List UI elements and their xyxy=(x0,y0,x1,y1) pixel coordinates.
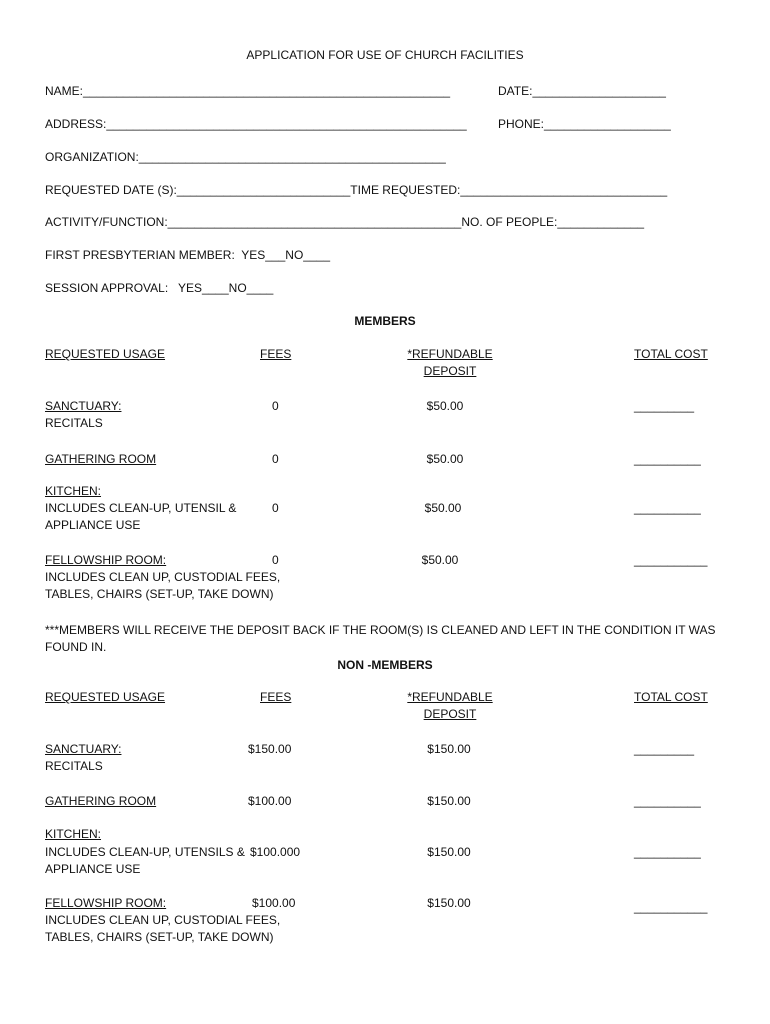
requested-date-time-field[interactable]: REQUESTED DATE (S):__________________________TIME REQUESTED:_______________________________ xyxy=(45,183,668,197)
nonmembers-row-kitchen-fee: $100.000 xyxy=(250,845,301,859)
members-row-sanctuary-total[interactable]: _________ xyxy=(634,399,695,413)
members-row-gathering-total[interactable]: __________ xyxy=(634,452,701,466)
nonmembers-col-fees: FEES xyxy=(260,690,292,704)
nonmembers-row-kitchen-desc2: APPLIANCE USE xyxy=(45,862,141,876)
members-heading: MEMBERS xyxy=(354,314,416,328)
members-col-total: TOTAL COST xyxy=(634,347,708,361)
members-row-kitchen-deposit: $50.00 xyxy=(424,501,462,515)
nonmembers-row-gathering-fee: $100.00 xyxy=(248,794,292,808)
members-deposit-note-line1: ***MEMBERS WILL RECEIVE THE DEPOSIT BACK IF THE ROOM(S) IS CLEANED AND LEFT IN THE CONDITION IT WAS xyxy=(45,623,716,637)
members-col-fees: FEES xyxy=(260,347,292,361)
members-row-fellowship-fee: 0 xyxy=(272,553,279,567)
nonmembers-row-fellowship-deposit: $150.00 xyxy=(427,896,471,910)
nonmembers-row-sanctuary-desc: RECITALS xyxy=(45,759,103,773)
nonmembers-row-kitchen-name: KITCHEN: xyxy=(45,827,102,841)
nonmembers-col-usage: REQUESTED USAGE xyxy=(45,690,166,704)
members-row-kitchen-name: KITCHEN: xyxy=(45,484,102,498)
members-col-deposit-line1: *REFUNDABLE xyxy=(407,347,493,361)
address-field[interactable]: ADDRESS:______________________________________________________ xyxy=(45,117,467,131)
members-row-fellowship-desc1: INCLUDES CLEAN UP, CUSTODIAL FEES, xyxy=(45,570,281,584)
nonmembers-row-gathering-name: GATHERING ROOM xyxy=(45,794,157,808)
phone-field[interactable]: PHONE:___________________ xyxy=(498,117,671,131)
members-row-kitchen-fee: 0 xyxy=(272,501,279,515)
members-row-fellowship-desc2: TABLES, CHAIRS (SET-UP, TAKE DOWN) xyxy=(45,587,274,601)
nonmembers-row-kitchen-deposit: $150.00 xyxy=(427,845,471,859)
nonmembers-row-kitchen-total[interactable]: __________ xyxy=(634,845,701,859)
members-row-kitchen-desc2: APPLIANCE USE xyxy=(45,518,141,532)
members-row-sanctuary-fee: 0 xyxy=(272,399,279,413)
page-title: APPLICATION FOR USE OF CHURCH FACILITIES xyxy=(246,48,524,62)
members-col-deposit-line2: DEPOSIT xyxy=(423,364,477,378)
members-row-gathering-deposit: $50.00 xyxy=(426,452,464,466)
date-field[interactable]: DATE:____________________ xyxy=(498,84,666,98)
nonmembers-col-deposit-line2: DEPOSIT xyxy=(423,707,477,721)
nonmembers-row-fellowship-desc2: TABLES, CHAIRS (SET-UP, TAKE DOWN) xyxy=(45,930,274,944)
nonmembers-row-sanctuary-fee: $150.00 xyxy=(248,742,292,756)
members-row-sanctuary-desc: RECITALS xyxy=(45,416,103,430)
member-yes-no-field[interactable]: FIRST PRESBYTERIAN MEMBER: YES___NO____ xyxy=(45,248,330,262)
nonmembers-col-deposit-line1: *REFUNDABLE xyxy=(407,690,493,704)
nonmembers-col-total: TOTAL COST xyxy=(634,690,708,704)
name-field[interactable]: NAME:_______________________________________________________ xyxy=(45,84,451,98)
nonmembers-heading: NON -MEMBERS xyxy=(337,658,433,672)
activity-people-field[interactable]: ACTIVITY/FUNCTION:____________________________________________NO. OF PEOPLE:_____________ xyxy=(45,215,645,229)
nonmembers-row-gathering-deposit: $150.00 xyxy=(427,794,471,808)
nonmembers-row-sanctuary-name: SANCTUARY: xyxy=(45,742,122,756)
session-approval-field[interactable]: SESSION APPROVAL: YES____NO____ xyxy=(45,281,274,295)
members-row-sanctuary-deposit: $50.00 xyxy=(426,399,464,413)
members-col-usage: REQUESTED USAGE xyxy=(45,347,166,361)
nonmembers-row-fellowship-name: FELLOWSHIP ROOM: xyxy=(45,896,167,910)
members-row-kitchen-desc1: INCLUDES CLEAN-UP, UTENSIL & xyxy=(45,501,237,515)
members-row-gathering-fee: 0 xyxy=(272,452,279,466)
nonmembers-row-gathering-total[interactable]: __________ xyxy=(634,794,701,808)
nonmembers-row-sanctuary-deposit: $150.00 xyxy=(427,742,471,756)
nonmembers-row-kitchen-desc1: INCLUDES CLEAN-UP, UTENSILS & xyxy=(45,845,245,859)
members-row-fellowship-deposit: $50.00 xyxy=(421,553,459,567)
members-deposit-note-line2: FOUND IN. xyxy=(45,640,107,654)
members-row-sanctuary-name: SANCTUARY: xyxy=(45,399,122,413)
members-row-fellowship-name: FELLOWSHIP ROOM: xyxy=(45,553,167,567)
members-row-kitchen-total[interactable]: __________ xyxy=(634,501,701,515)
nonmembers-row-sanctuary-total[interactable]: _________ xyxy=(634,742,695,756)
members-row-fellowship-total[interactable]: ___________ xyxy=(634,553,708,567)
organization-field[interactable]: ORGANIZATION:______________________________________________ xyxy=(45,150,446,164)
nonmembers-row-fellowship-total[interactable]: ___________ xyxy=(634,900,708,914)
members-row-gathering-name: GATHERING ROOM xyxy=(45,452,157,466)
nonmembers-row-fellowship-fee: $100.00 xyxy=(252,896,296,910)
nonmembers-row-fellowship-desc1: INCLUDES CLEAN UP, CUSTODIAL FEES, xyxy=(45,913,281,927)
